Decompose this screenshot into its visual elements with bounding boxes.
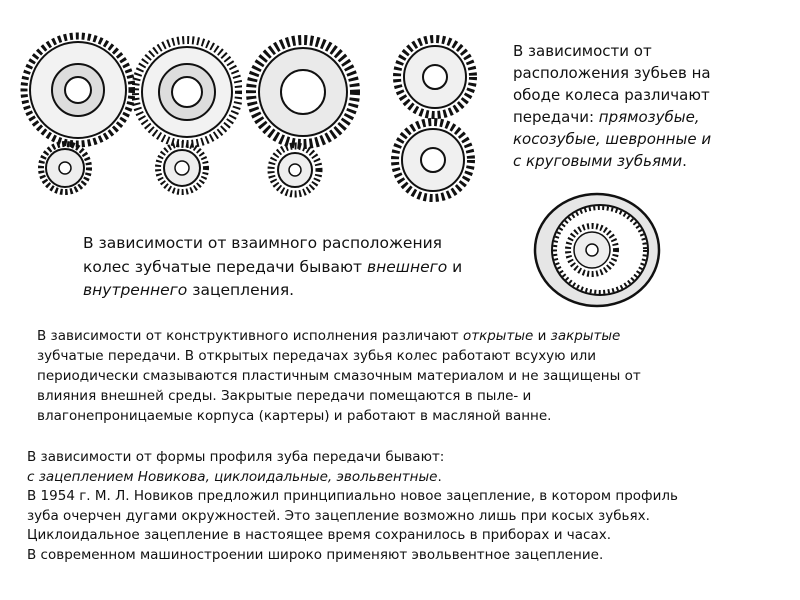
gear-types-line-3: ободе колеса различают (513, 86, 710, 104)
design-description (37, 326, 641, 426)
profile-line-2: с зацеплением Новикова, циклоидальные, эвольвентные. (27, 468, 442, 485)
profile-line-5: Циклоидальное зацепление в настоящее время сохранилось в приборах и часах. (27, 527, 611, 543)
spur-gears-illustration (20, 18, 135, 203)
design-line-5: влагонепроницаемые корпуса (картеры) и работают в масляной ванне. (37, 408, 552, 424)
design-line-2: зубчатые передачи. В открытых передачах зубья колес работают всухую или (37, 348, 596, 364)
spiral-bevel-gears-illustration (390, 22, 480, 207)
profile-line-3: В 1954 г. М. Л. Новиков предложил принципиально новое зацепление, в котором профиль (27, 488, 678, 504)
herringbone-gears-illustration (245, 20, 360, 200)
profile-line-4: зуба очерчен дугами окружностей. Это зацепление возможно лишь при косых зубьях. (27, 507, 650, 524)
mesh-line-2: колес зубчатые передачи бывают внешнего и (83, 257, 463, 276)
gear-types-line-4: передачи: прямозубые, (513, 108, 700, 126)
design-line-4: влияния внешней среды. Закрытые передачи помещаются в пыле- и (37, 388, 532, 404)
mesh-line-1: В зависимости от взаимного расположения (83, 234, 442, 252)
gear-types-description (513, 40, 711, 172)
internal-gear-illustration (530, 188, 665, 313)
design-line-1: В зависимости от конструктивного исполнения различают открытые и закрытые (37, 328, 621, 344)
profile-description (27, 448, 678, 565)
helical-gears-illustration (132, 20, 242, 200)
gear-types-line-6: с круговыми зубьями. (513, 152, 687, 170)
profile-line-1: В зависимости от формы профиля зуба передачи бывают: (27, 449, 445, 465)
profile-line-6: В современном машиностроении широко применяют эвольвентное зацепление. (27, 546, 604, 563)
mesh-description (83, 232, 462, 303)
gear-types-line-2: расположения зубьев на (513, 64, 711, 82)
gear-types-line-5: косозубые, шевронные и (513, 130, 712, 148)
design-line-3: периодически смазываются пластичным смазочным материалом и не защищены от (37, 368, 641, 384)
mesh-line-3: внутреннего зацепления. (83, 281, 295, 299)
gear-types-line-1: В зависимости от (513, 42, 652, 60)
